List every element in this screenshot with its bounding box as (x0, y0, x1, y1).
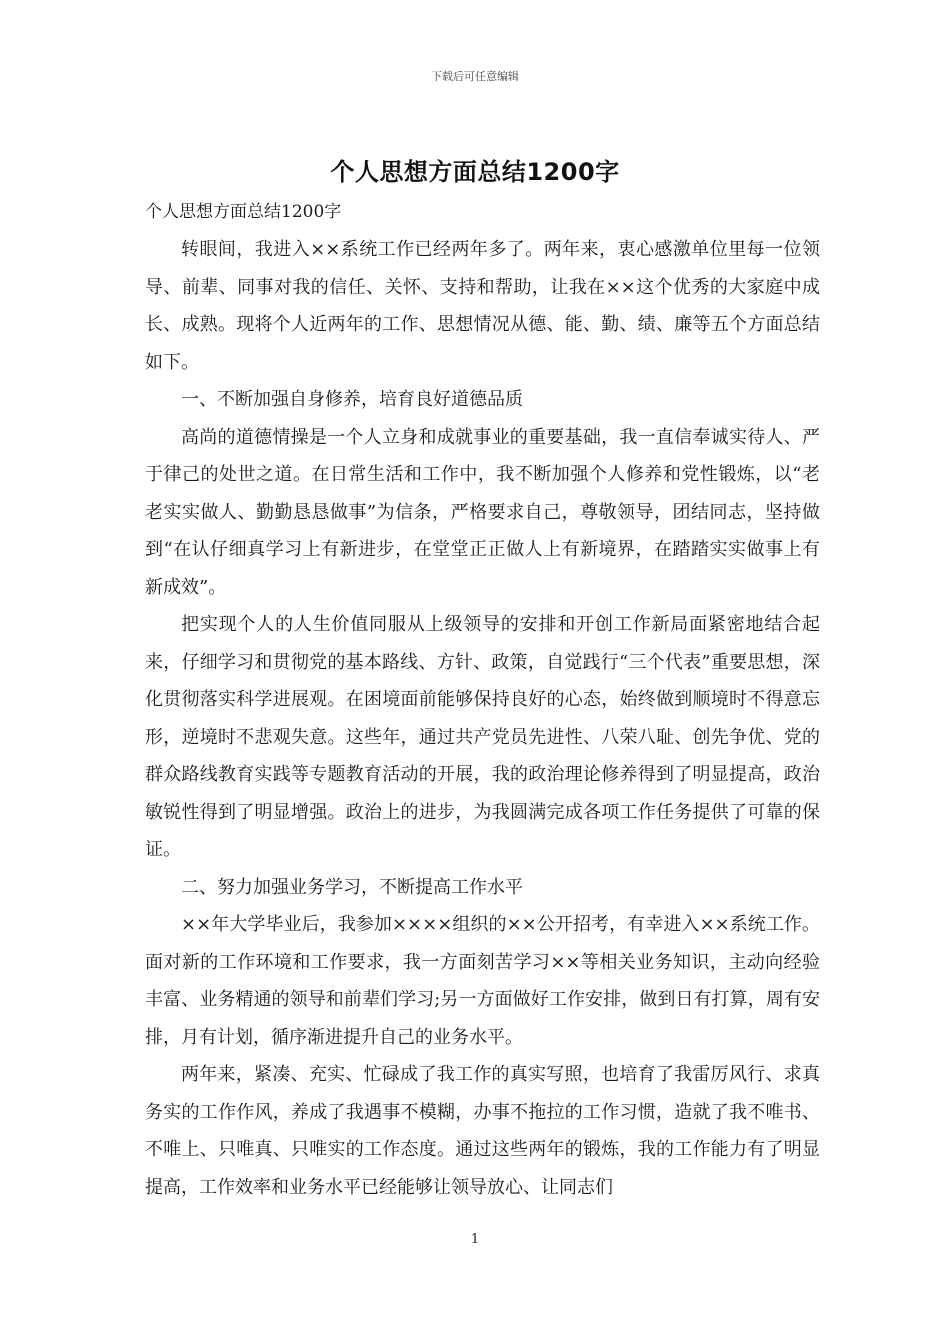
download-note: 下载后可任意编辑 (431, 70, 519, 83)
paragraph-study: ××年大学毕业后，我参加××××组织的××公开招考，有幸进入××系统工作。面对新的工作环境和工作要求，我一方面刻苦学习××等相关业务知识，主动向经验丰富、业务精通的领导和前辈们学习;另一方面做好工作安排，做到日有打算，周有安排，月有计划，循序渐进提升自己的业务水平。 (145, 914, 820, 1048)
paragraph-values: 把实现个人的人生价值同服从上级领导的安排和开创工作新局面紧密地结合起来，仔细学习和贯彻党的基本路线、方针、政策，自觉践行“三个代表”重要思想，深化贯彻落实科学进展观。在困境面前能够保持良好的心态，始终做到顺境时不得意忘形，逆境时不悲观失意。这些年，通过共产党员先进性、八荣八耻、创先争优、党的群众路线教育实践等专题教育活动的开展，我的政治理论修养得到了明显提高，政治敏锐性得到了明显增强。政治上的进步，为我圆满完成各项工作任务提供了可靠的保证。 (145, 614, 820, 860)
document-subtitle: 个人思想方面总结1200字 (145, 202, 342, 222)
document-body (145, 198, 820, 1206)
section-heading-1: 一、不断加强自身修养，培育良好道德品质 (181, 389, 523, 410)
paragraph-morality: 高尚的道德情操是一个人立身和成就事业的重要基础，我一直信奉诚实待人、严于律己的处世之道。在日常生活和工作中，我不断加强个人修养和党性锻炼，以“老老实实做人、勤勤恳恳做事”为信条，严格要求自己，尊敬领导，团结同志，坚持做到“在认仔细真学习上有新进步，在堂堂正正做人上有新境界，在踏踏实实做事上有新成效”。 (145, 426, 820, 598)
document-title: 个人思想方面总结1200字 (330, 158, 620, 186)
paragraph-two-years: 两年来，紧凑、充实、忙碌成了我工作的真实写照，也培育了我雷厉风行、求真务实的工作作风，养成了我遇事不模糊，办事不拖拉的工作习惯，造就了我不唯书、不唯上、只唯真、只唯实的工作态度。通过这些两年的锻炼，我的工作能力有了明显提高，工作效率和业务水平已经能够让领导放心、让同志们 (145, 1064, 820, 1198)
page-number: 1 (470, 1232, 480, 1247)
paragraph-intro: 转眼间，我进入××系统工作已经两年多了。两年来，衷心感激单位里每一位领导、前辈、同事对我的信任、关怀、支持和帮助，让我在××这个优秀的大家庭中成长、成熟。现将个人近两年的工作、思想情况从德、能、勤、绩、廉等五个方面总结如下。 (145, 239, 820, 373)
section-heading-2: 二、努力加强业务学习，不断提高工作水平 (181, 876, 523, 898)
